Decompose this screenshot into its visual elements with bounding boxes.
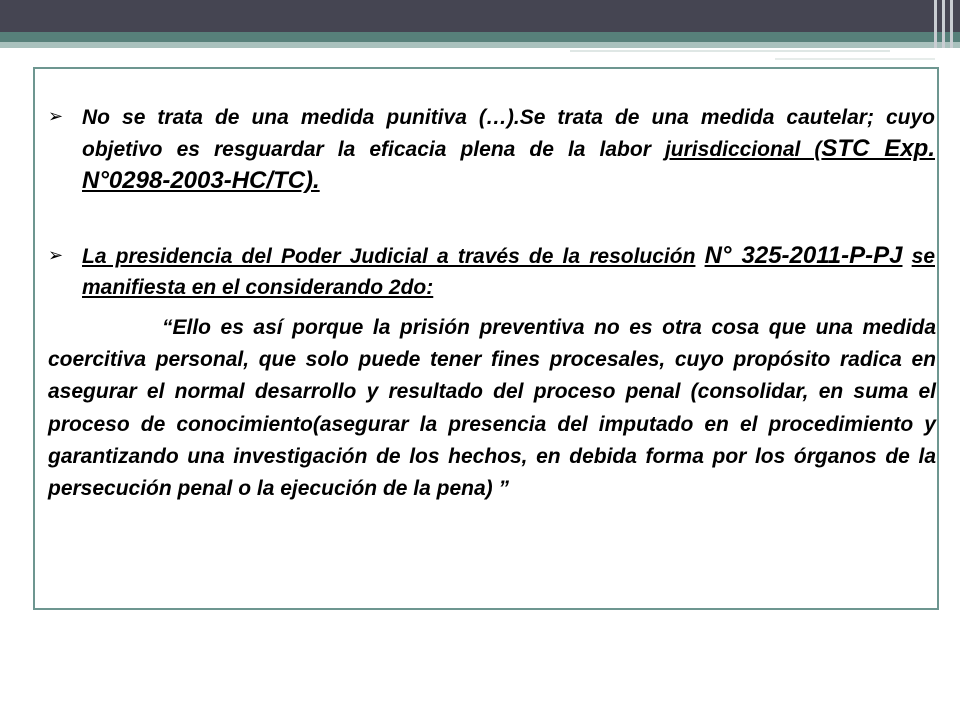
bullet-paragraph-1 [82, 102, 935, 197]
header-teal-band [0, 32, 960, 42]
bullet2-resolution-number: N° 325-2011-P-PJ [704, 242, 903, 269]
header-accent-line [570, 50, 890, 52]
bullet1-text: No se trata de una medida punitiva (…).Se trata de una medida cautelar; cuyo objetivo es resguardar la eficacia plena de la labor [82, 106, 935, 161]
bullet2-text: La presidencia del Poder Judicial a través de la resolución [82, 245, 696, 268]
header-vertical-stripe [934, 0, 937, 48]
bullet2-text-2: se manifiesta en el considerando 2do: [82, 245, 935, 299]
header-light-band [0, 42, 960, 48]
header-vertical-stripe [950, 0, 953, 48]
quote-text: “Ello es así porque la prisión preventiva no es otra cosa que una medida coercitiva personal, que solo puede tener fines procesales, cuyo propósito radica en asegurar el normal desarrollo y resultado del proceso penal (consolidar, en suma el proceso de conocimiento(asegurar la presencia del imputado en el procedimiento y garantizando una investigación de los hechos, en debida forma por los órganos de la persecución penal o la ejecución de la pena) ” [48, 316, 936, 501]
quote-paragraph [48, 312, 936, 505]
arrowhead-bullet-icon: ➢ [48, 106, 64, 126]
bullet1-citation: STC Exp. N°0298-2003-HC/TC). [82, 135, 935, 194]
header-vertical-stripe [942, 0, 945, 48]
header-dark-band [0, 0, 960, 32]
bullet1-jurisdiction: jurisdiccional ( [664, 138, 822, 161]
bullet-paragraph-2 [82, 240, 935, 303]
arrowhead-bullet-icon: ➢ [48, 245, 64, 265]
header-accent-line [775, 58, 935, 60]
